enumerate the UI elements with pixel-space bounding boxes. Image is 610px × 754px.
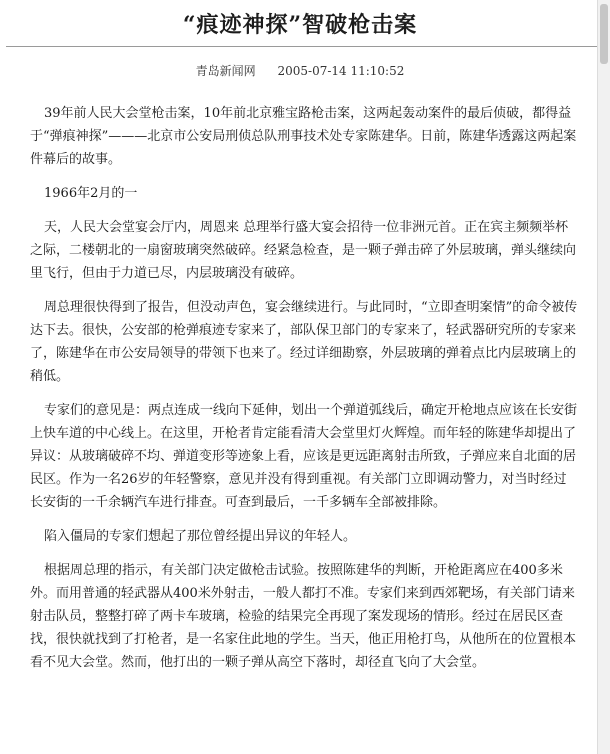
article-source: 青岛新闻网: [195, 64, 256, 78]
paragraph: 天，人民大会堂宴会厅内，周恩来 总理举行盛大宴会招待一位非洲元首。正在宾主频频举杯之际，二楼朝北的一扇窗玻璃突然破碎。经紧急检查，是一颗子弹击碎了外层玻璃，弹头继续向里飞行，但由于力道已尽，内层玻璃没有破碎。: [30, 220, 577, 281]
paragraph: 1966年2月的一: [44, 186, 138, 201]
paragraph: 根据周总理的指示，有关部门决定做枪击试验。按照陈建华的判断，开枪距离应在400多米外。而用普通的轻武器从400米外射击，一般人都打不准。专家们来到西郊靶场，有关部门请来射击队员，整整打碎了两卡车玻璃，检验的结果完全再现了案发现场的情形。经过在居民区查找，很快就找到了打枪者，是一名家住此地的学生。当天，他正用枪打鸟，从他所在的位置根本看不见大会堂。然而，他打出的一颗子弹从高空下落时，却径直飞向了大会堂。: [30, 563, 577, 670]
article-meta: [0, 62, 600, 79]
article-title: “痕迹神探”智破枪击案: [182, 12, 418, 38]
paragraph: 专家们的意见是：两点连成一线向下延伸，划出一个弹道弧线后，确定开枪地点应该在长安街上快车道的中心线上。在这里，开枪者肯定能看清大会堂里灯火辉煌。而年轻的陈建华却提出了异议：从玻璃破碎不均、弹道变形等迹象上看，应该是更远距离射击所致，子弹应来自北面的居民区。作为一名26岁的年轻警察，意见并没有得到重视。有关部门立即调动警力，对当时经过长安街的一千余辆汽车进行排查。可查到最后，一千多辆车全部被排除。: [30, 403, 578, 510]
scrollbar-thumb[interactable]: [600, 4, 608, 64]
article-datetime: 2005-07-14 11:10:52: [277, 64, 405, 78]
paragraph: 周总理很快得到了报告，但没动声色，宴会继续进行。与此同时，“立即查明案情”的命令被传达下去。很快，公安部的枪弹痕迹专家来了，部队保卫部门的专家来了，轻武器研究所的专家来了，陈建华在市公安局领导的带领下也来了。经过详细勘察，外层玻璃的弹着点比内层玻璃上的稍低。: [30, 300, 578, 384]
article-body: [30, 102, 578, 685]
title-divider: [6, 46, 600, 47]
paragraph: 陷入僵局的专家们想起了那位曾经提出异议的年轻人。: [44, 529, 357, 544]
vertical-scrollbar[interactable]: [597, 0, 610, 754]
paragraph: 39年前人民大会堂枪击案，10年前北京雅宝路枪击案，这两起轰动案件的最后侦破，都得益于“弹痕神探”———北京市公安局刑侦总队刑事技术处专家陈建华。日前，陈建华透露这两起案件幕后的故事。: [30, 106, 577, 167]
